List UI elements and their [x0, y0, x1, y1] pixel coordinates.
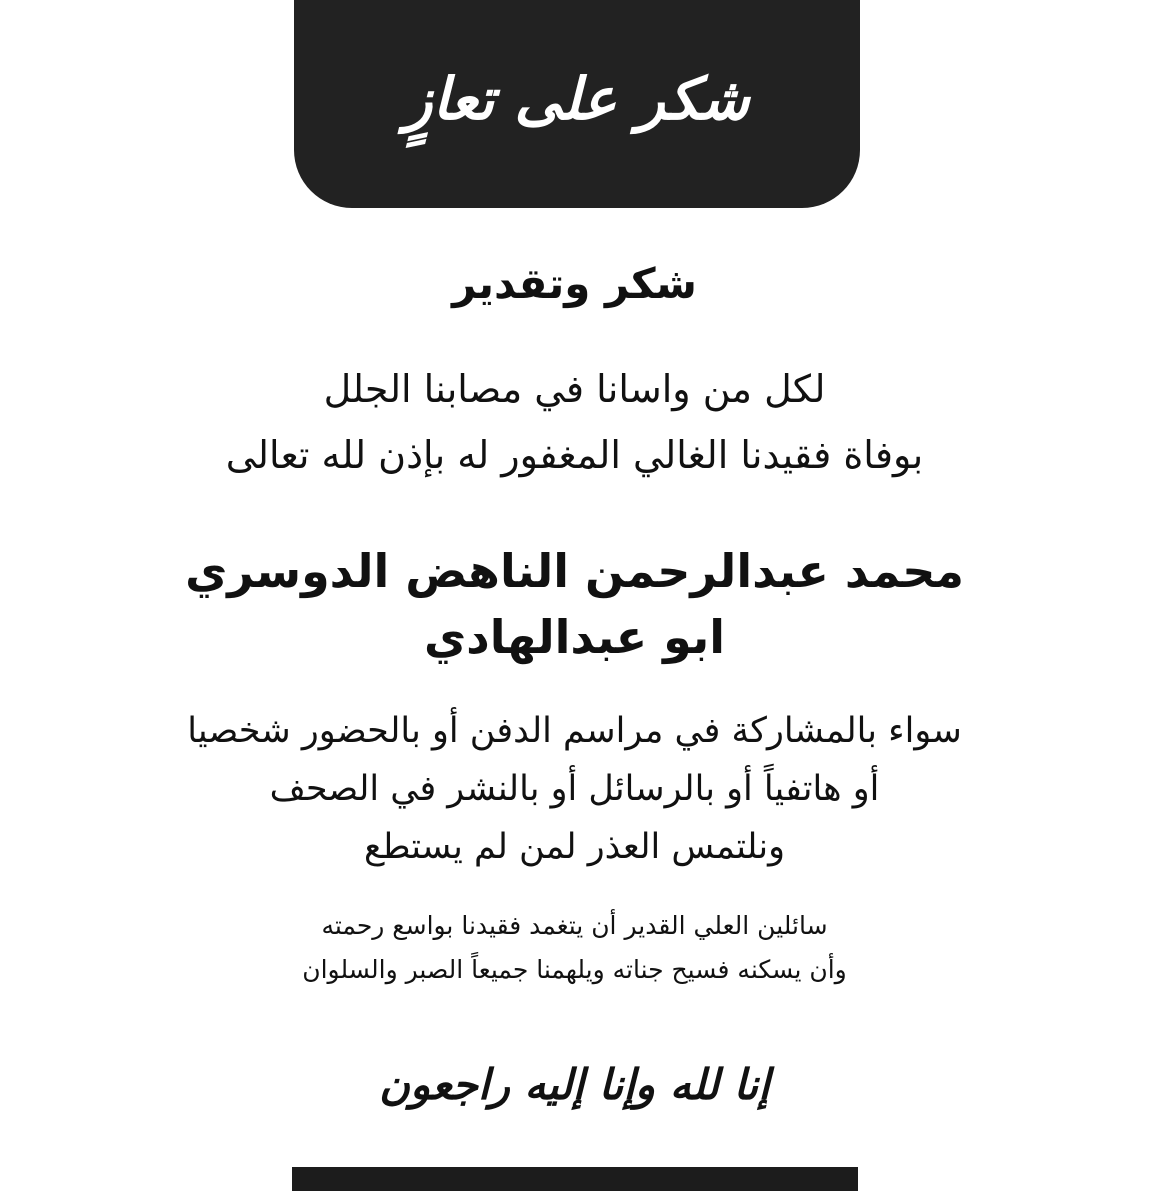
header-calligraphy-title: شكر على تعازٍ: [404, 65, 750, 133]
body-line: ونلتمس العذر لمن لم يستطع: [363, 827, 786, 867]
intro-text: [0, 356, 1149, 488]
body-line: أو هاتفياً أو بالرسائل أو بالنشر في الصحف: [269, 769, 880, 809]
card-heading: شكر وتقدير: [452, 259, 697, 308]
intro-line: لكل من واسانا في مصابنا الجلل: [323, 367, 826, 411]
body-line: سواء بالمشاركة في مراسم الدفن أو بالحضور شخصيا: [187, 711, 962, 751]
closing-calligraphy: إنا لله وإنا إليه راجعون: [379, 1060, 770, 1109]
footer-bar: [292, 1167, 858, 1191]
prayer-text: [0, 904, 1149, 992]
deceased-block: [0, 538, 1149, 670]
prayer-line: سائلين العلي القدير أن يتغمد فقيدنا بواسع رحمته: [321, 911, 828, 940]
deceased-kunya: ابو عبدالهادي: [423, 610, 726, 664]
header-banner: [294, 0, 860, 208]
prayer-line: وأن يسكنه فسيح جناته ويلهمنا جميعاً الصبر والسلوان: [302, 955, 847, 984]
deceased-name: محمد عبدالرحمن الناهض الدوسري: [185, 544, 964, 598]
body-text: [0, 702, 1149, 876]
intro-line: بوفاة فقيدنا الغالي المغفور له بإذن لله تعالى: [225, 433, 924, 477]
